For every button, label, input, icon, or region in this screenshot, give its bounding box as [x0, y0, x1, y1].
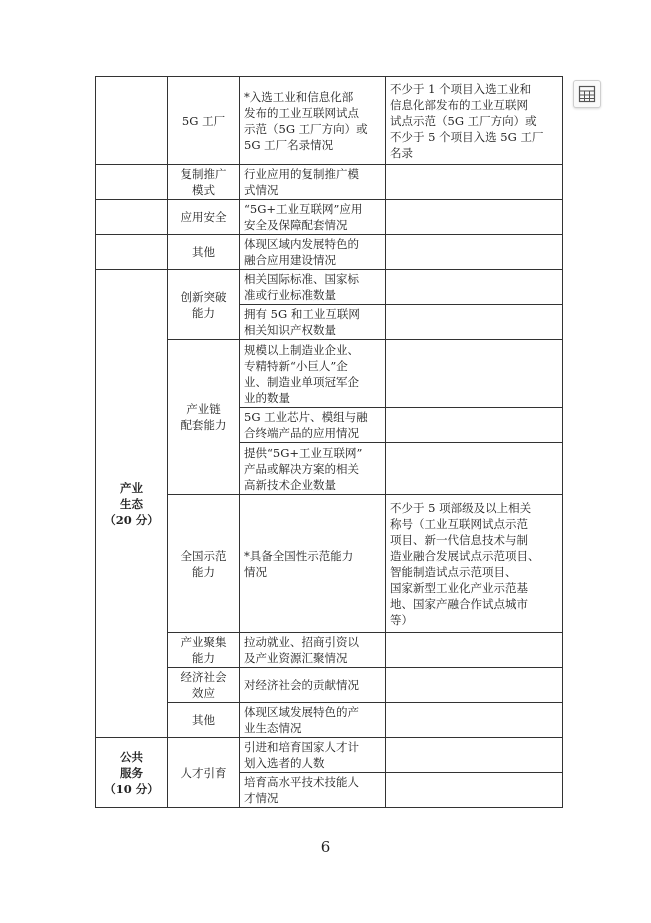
criterion-cell: 体现区域内发展特色的 融合应用建设情况 [240, 235, 386, 270]
category-label: 公共 服务 （10 分） [104, 749, 159, 796]
subcategory-cell [168, 668, 240, 703]
standard-cell [386, 270, 563, 305]
category-cell-empty [96, 235, 168, 270]
subcategory-label: 其他 [192, 245, 215, 259]
subcategory-label: 应用安全 [180, 210, 227, 224]
criterion-cell: 提供“5G+工业互联网” 产品或解决方案的相关 高新技术企业数量 [240, 443, 386, 495]
criterion-cell: 引进和培育国家人才计 划入选者的人数 [240, 738, 386, 773]
criterion-cell: 体现区域发展特色的产 业生态情况 [240, 703, 386, 738]
category-cell [96, 270, 168, 738]
category-cell-empty [96, 200, 168, 235]
subcategory-cell [168, 270, 240, 340]
category-cell-empty [96, 77, 168, 165]
table-row [96, 738, 563, 773]
criterion-cell: *具备全国性示范能力 情况 [240, 495, 386, 633]
table-row [96, 165, 563, 200]
subcategory-cell [168, 165, 240, 200]
subcategory-label: 产业聚集 能力 [180, 635, 227, 665]
standard-cell [386, 443, 563, 495]
subcategory-cell [168, 200, 240, 235]
table-grid-icon [578, 85, 596, 103]
subcategory-label: 复制推广 模式 [180, 167, 227, 197]
table-row [96, 77, 563, 165]
subcategory-cell [168, 77, 240, 165]
table-row [96, 235, 563, 270]
criterion-cell: 拉动就业、招商引资以 及产业资源汇聚情况 [240, 633, 386, 668]
subcategory-cell [168, 235, 240, 270]
criterion-cell: 拥有 5G 和工业互联网 相关知识产权数量 [240, 305, 386, 340]
subcategory-label: 创新突破 能力 [180, 289, 227, 320]
subcategory-label: 5G 工厂 [181, 113, 226, 128]
subcategory-cell [168, 738, 240, 808]
page-number: 6 [320, 838, 331, 856]
standard-cell [386, 668, 563, 703]
criterion-cell: “5G+工业互联网”应用 安全及保障配套情况 [240, 200, 386, 235]
standard-cell [386, 773, 563, 808]
category-cell [96, 738, 168, 808]
criterion-cell: *入选工业和信息化部 发布的工业互联网试点 示范（5G 工厂方向）或 5G 工厂名录情况 [240, 77, 386, 165]
subcategory-label: 产业链 配套能力 [180, 402, 227, 432]
criterion-cell: 5G 工业芯片、模组与融 合终端产品的应用情况 [240, 408, 386, 443]
category-label: 产业 生态 （20 分） [104, 480, 159, 527]
subcategory-cell [168, 340, 240, 495]
subcategory-cell [168, 495, 240, 633]
subcategory-label: 人才引育 [180, 765, 227, 780]
standard-cell: 不少于 5 项部级及以上相关 称号（工业互联网试点示范 项目、新一代信息技术与制 造业融合发展试点示范项目、 智能制造试点示范项目、 国家新型工业化产业示范基 地、国家产融合作试点城市 等） [386, 495, 563, 633]
criterion-cell: 对经济社会的贡献情况 [240, 668, 386, 703]
criterion-cell: 行业应用的复制推广模 式情况 [240, 165, 386, 200]
standard-cell [386, 703, 563, 738]
standard-cell [386, 235, 563, 270]
subcategory-label: 全国示范 能力 [180, 548, 227, 579]
standard-cell [386, 738, 563, 773]
evaluation-table [95, 76, 563, 808]
side-tool-button[interactable] [573, 80, 601, 108]
standard-cell [386, 200, 563, 235]
standard-cell [386, 408, 563, 443]
standard-cell: 不少于 1 个项目入选工业和 信息化部发布的工业互联网 试点示范（5G 工厂方向）或 不少于 5 个项目入选 5G 工厂 名录 [386, 77, 563, 165]
subcategory-label: 经济社会 效应 [180, 670, 227, 700]
subcategory-cell [168, 703, 240, 738]
subcategory-label: 其他 [192, 713, 215, 727]
criterion-cell: 培育高水平技术技能人 才情况 [240, 773, 386, 808]
standard-cell [386, 165, 563, 200]
criterion-cell: 规模以上制造业企业、 专精特新“小巨人”企 业、制造业单项冠军企 业的数量 [240, 340, 386, 408]
category-cell-empty [96, 165, 168, 200]
table-row [96, 270, 563, 305]
table-row [96, 200, 563, 235]
standard-cell [386, 340, 563, 408]
standard-cell [386, 305, 563, 340]
criterion-cell: 相关国际标准、国家标 准或行业标准数量 [240, 270, 386, 305]
standard-cell [386, 633, 563, 668]
subcategory-cell [168, 633, 240, 668]
